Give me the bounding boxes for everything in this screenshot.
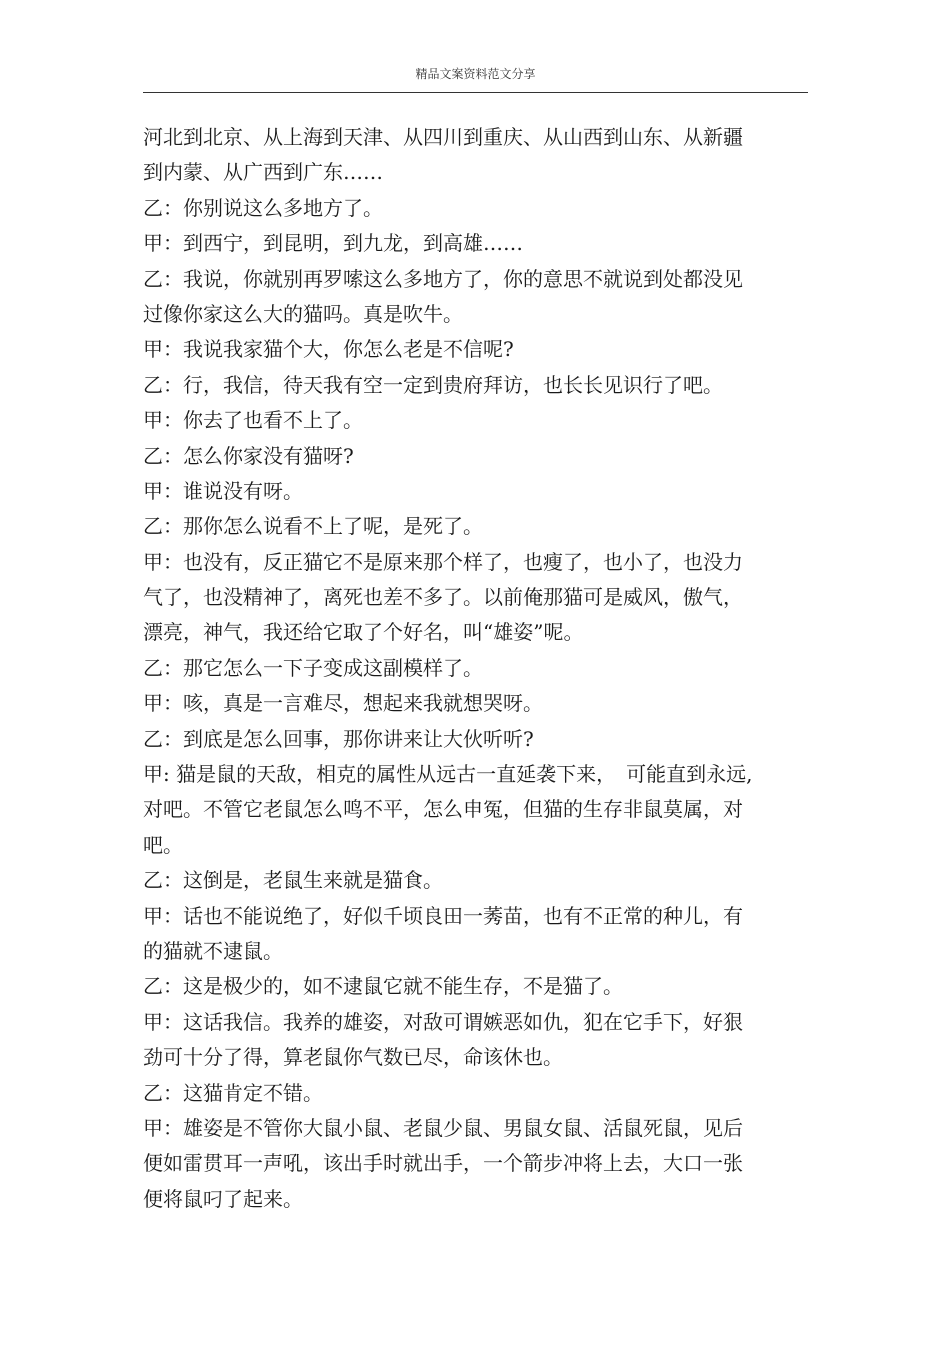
header-title: 精品文案资料范文分享 xyxy=(415,67,536,81)
text-line: 乙：这倒是，老鼠生来就是猫食。 xyxy=(143,868,443,893)
text-line: 甲：话也不能说绝了，好似千顷良田一莠苗，也有不正常的种儿，有 xyxy=(143,903,743,928)
page-header xyxy=(143,60,808,93)
text-line: 甲: 猫是鼠的天敌，相克的属性从远古一直延袭下来， 可能直到永远, xyxy=(143,762,753,787)
text-line: 便如雷贯耳一声吼，该出手时就出手，一个箭步冲将上去，大口一张 xyxy=(143,1151,743,1176)
text-line: 漂亮，神气，我还给它取了个好名，叫“雄姿”呢。 xyxy=(143,620,584,645)
text-line: 对吧。不管它老鼠怎么鸣不平，怎么申冤，但猫的生存非鼠莫属，对 xyxy=(143,797,743,822)
text-line: 甲：雄姿是不管你大鼠小鼠、老鼠少鼠、男鼠女鼠、活鼠死鼠，见后 xyxy=(143,1115,743,1140)
text-line: 甲：我说我家猫个大，你怎么老是不信呢? xyxy=(143,337,514,362)
text-line: 甲：这话我信。我养的雄姿，对敌可谓嫉恶如仇，犯在它手下，好狠 xyxy=(143,1009,743,1034)
text-line: 乙：你别说这么多地方了。 xyxy=(143,195,383,220)
document-body xyxy=(143,120,808,1217)
text-line: 到内蒙、从广西到广东…… xyxy=(143,160,383,185)
text-line: 吧。 xyxy=(143,832,183,857)
text-line: 的猫就不逮鼠。 xyxy=(143,938,283,963)
text-line: 乙：这是极少的，如不逮鼠它就不能生存，不是猫了。 xyxy=(143,974,623,999)
text-line: 乙：怎么你家没有猫呀? xyxy=(143,443,354,468)
text-line: 河北到北京、从上海到天津、从四川到重庆、从山西到山东、从新疆 xyxy=(143,125,743,149)
text-line: 便将鼠叼了起来。 xyxy=(143,1186,303,1211)
text-line: 乙：那你怎么说看不上了呢，是死了。 xyxy=(143,514,483,539)
text-line: 过像你家这么大的猫吗。真是吹牛。 xyxy=(143,301,463,326)
text-line: 甲：咳，真是一言难尽，想起来我就想哭呀。 xyxy=(143,691,543,716)
text-line: 乙：行，我信，待天我有空一定到贵府拜访，也长长见识行了吧。 xyxy=(143,372,723,397)
text-line: 气了，也没精神了，离死也差不多了。以前俺那猫可是威风，傲气， xyxy=(143,585,743,610)
text-line: 甲：谁说没有呀。 xyxy=(143,478,303,503)
text-line: 乙：到底是怎么回事，那你讲来让大伙听听? xyxy=(143,726,534,751)
text-line: 甲：到西宁，到昆明，到九龙，到高雄…… xyxy=(143,231,523,256)
text-line: 乙：我说，你就别再罗嗦这么多地方了，你的意思不就说到处都没见 xyxy=(143,266,743,291)
text-line: 劲可十分了得，算老鼠你气数已尽，命该休也。 xyxy=(143,1045,563,1070)
text-line: 乙：这猫肯定不错。 xyxy=(143,1080,323,1105)
text-line: 甲：也没有，反正猫它不是原来那个样了，也瘦了，也小了，也没力 xyxy=(143,549,743,574)
text-line: 甲：你去了也看不上了。 xyxy=(143,408,363,433)
text-line: 乙：那它怎么一下子变成这副模样了。 xyxy=(143,655,483,680)
